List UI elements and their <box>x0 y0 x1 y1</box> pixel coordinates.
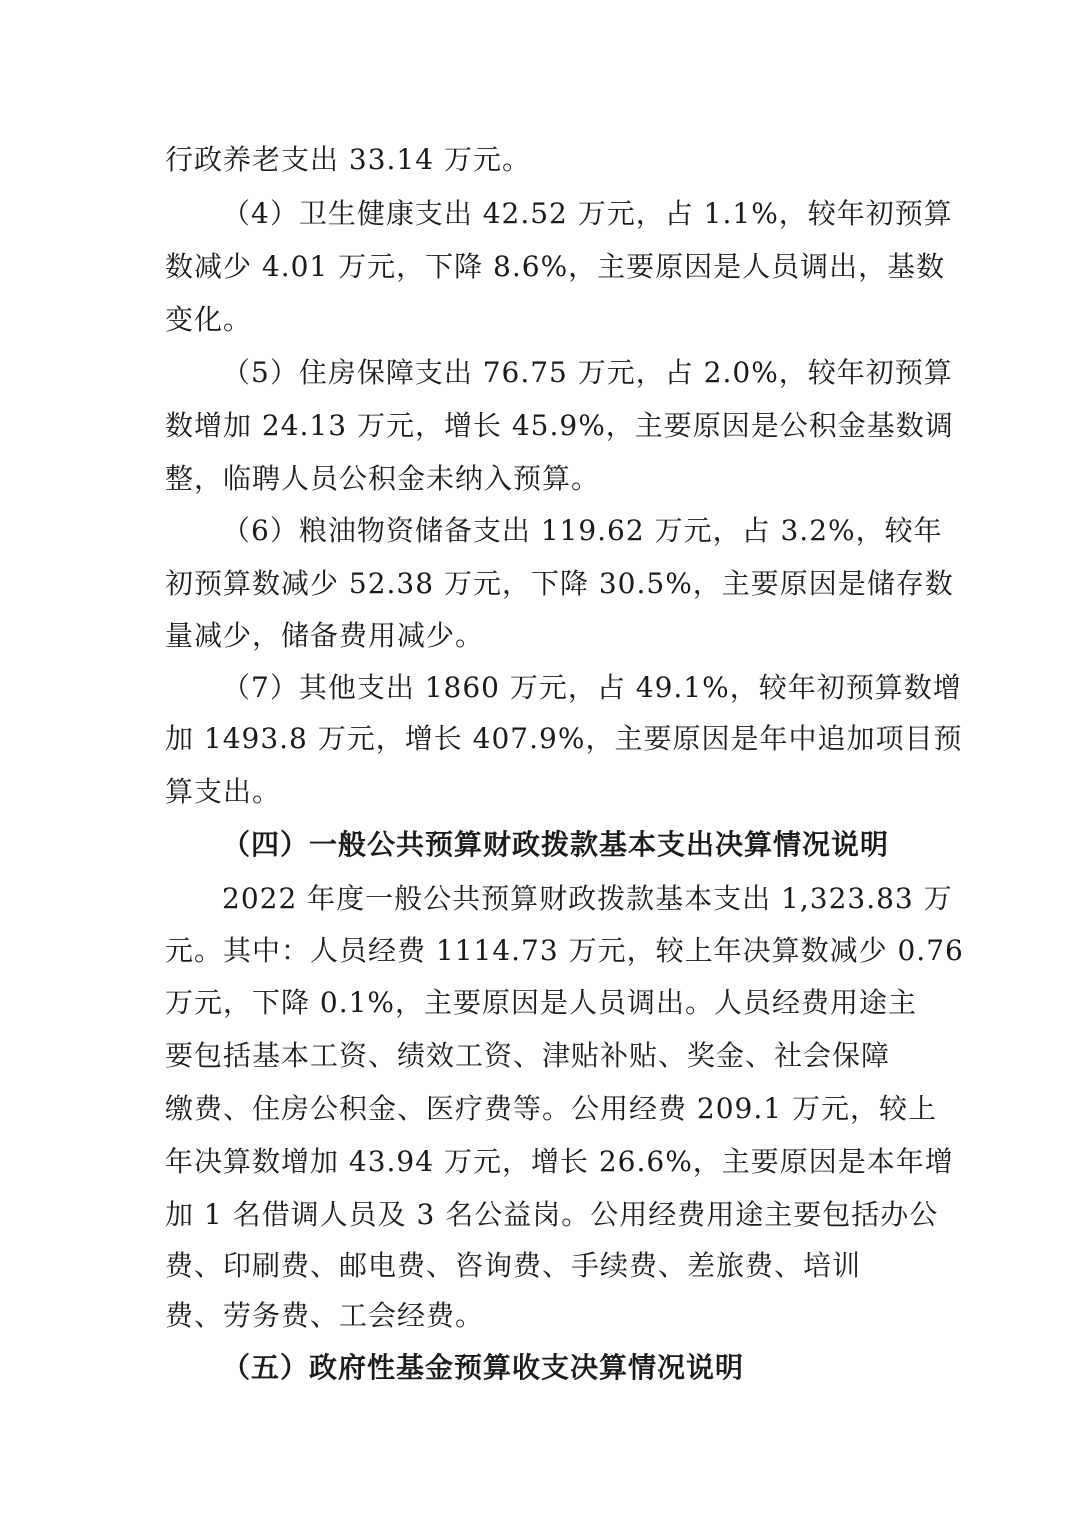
text-line: 年决算数增加 43.94 万元，增长 26.6%，主要原因是本年增 <box>165 1145 954 1178</box>
text-line: 万元，下降 0.1%，主要原因是人员调出。人员经费用途主 <box>165 986 918 1019</box>
text-line: （6）粮油物资储备支出 119.62 万元，占 3.2%，较年 <box>222 514 943 547</box>
text-line: 2022 年度一般公共预算财政拨款基本支出 1,323.83 万 <box>222 882 953 915</box>
text-line: 数减少 4.01 万元，下降 8.6%，主要原因是人员调出，基数 <box>165 250 946 283</box>
text-line: 费、印刷费、邮电费、咨询费、手续费、差旅费、培训 <box>165 1249 862 1282</box>
text-line: 数增加 24.13 万元，增长 45.9%，主要原因是公积金基数调 <box>165 409 954 442</box>
text-line: 变化。 <box>165 303 253 336</box>
text-line: 初预算数减少 52.38 万元，下降 30.5%，主要原因是储存数 <box>165 567 954 600</box>
text-line: 要包括基本工资、绩效工资、津贴补贴、奖金、社会保障 <box>165 1039 891 1072</box>
text-line: 量减少，储备费用减少。 <box>165 619 485 652</box>
text-line: 整，临聘人员公积金未纳入预算。 <box>165 462 601 495</box>
text-line: 行政养老支出 33.14 万元。 <box>165 143 531 176</box>
text-line: （4）卫生健康支出 42.52 万元，占 1.1%，较年初预算 <box>222 197 953 230</box>
text-line: 加 1493.8 万元，增长 407.9%，主要原因是年中追加项目预 <box>165 722 963 755</box>
text-line: 费、劳务费、工会经费。 <box>165 1299 485 1332</box>
section-heading: （四）一般公共预算财政拨款基本支出决算情况说明 <box>222 828 890 861</box>
text-line: 算支出。 <box>165 775 282 808</box>
text-line: （7）其他支出 1860 万元，占 49.1%，较年初预算数增 <box>222 671 962 704</box>
text-line: 加 1 名借调人员及 3 名公益岗。公用经费用途主要包括办公 <box>165 1198 939 1231</box>
text-line: 缴费、住房公积金、医疗费等。公用经费 209.1 万元，较上 <box>165 1092 937 1125</box>
text-line: 元。其中：人员经费 1114.73 万元，较上年决算数减少 0.76 <box>165 934 964 967</box>
text-line: （5）住房保障支出 76.75 万元，占 2.0%，较年初预算 <box>222 356 953 389</box>
section-heading: （五）政府性基金预算收支决算情况说明 <box>222 1351 745 1384</box>
